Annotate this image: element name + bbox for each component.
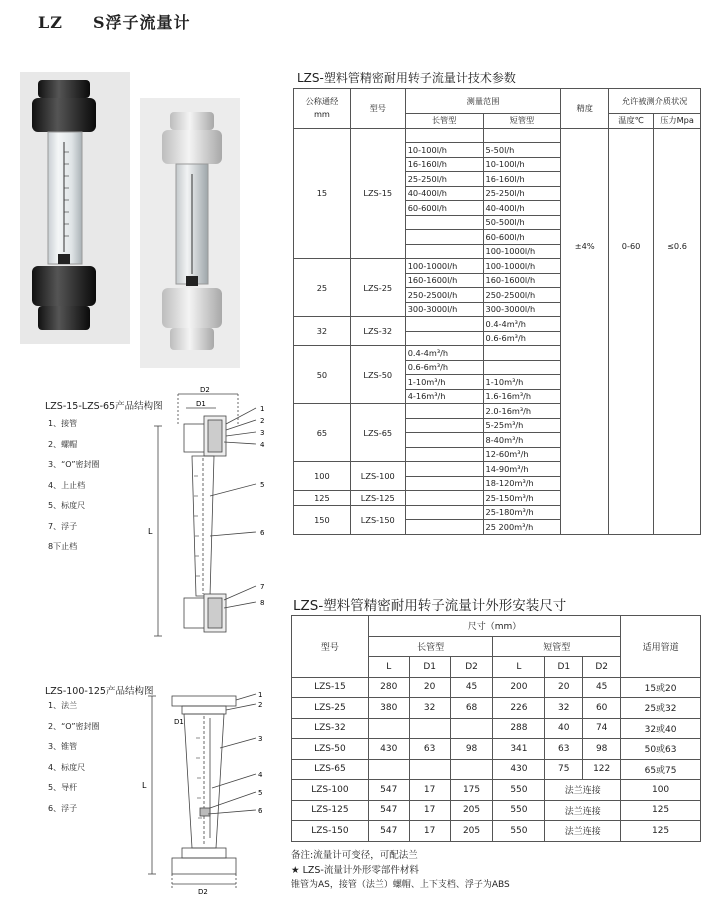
diagram2-legend [48, 696, 100, 819]
dim-header-short: 短管型 [493, 636, 621, 657]
cell-short-d2: 122 [583, 759, 621, 780]
dim-row [292, 800, 701, 821]
cell-pipe: 50或63 [621, 739, 701, 760]
cell-long-d1 [409, 718, 450, 739]
product-photo-black [20, 72, 130, 344]
cell-long-d2: 205 [450, 821, 493, 842]
cell-dn: 25 [294, 259, 351, 317]
cell-short-d2: 98 [583, 739, 621, 760]
cell-short-range: 2.0-16m³/h [483, 404, 561, 419]
cell-short-range: 5-25m³/h [483, 418, 561, 433]
cell-short-l: 550 [493, 780, 545, 801]
dim-header-l: L [368, 657, 409, 678]
header-diameter-unit: mm [313, 109, 330, 120]
header-precision: 精度 [561, 89, 609, 129]
dim-d1-label: D1 [196, 400, 206, 408]
cell-temp: 0-60 [609, 128, 654, 534]
cell-pipe: 100 [621, 780, 701, 801]
header-short: 短管型 [483, 114, 561, 129]
cell-short-l: 550 [493, 800, 545, 821]
cell-short-d1: 20 [545, 677, 583, 698]
cell-long-range [405, 244, 483, 259]
cell-short-range: 300-3000l/h [483, 302, 561, 317]
cell-long-range [405, 491, 483, 506]
cell-short-range: 100-1000l/h [483, 244, 561, 259]
legend-item: 5、导杆 [48, 783, 78, 792]
cell-dn: 15 [294, 128, 351, 259]
cell-model: LZS-50 [350, 346, 405, 404]
cell-long-d1 [409, 759, 450, 780]
legend-item: 3、“O”密封圈 [48, 460, 100, 469]
cell-long-range [405, 331, 483, 346]
spec-row [294, 128, 701, 143]
cell-model: LZS-65 [292, 759, 369, 780]
cell-short-l: 550 [493, 821, 545, 842]
diagram1-legend [48, 414, 100, 558]
cell-short-range: 8-40m³/h [483, 433, 561, 448]
dim-header-d2: D2 [583, 657, 621, 678]
spec-table [293, 88, 701, 535]
cell-short-range: 5-50l/h [483, 143, 561, 158]
callout: 6 [260, 529, 265, 537]
cell-long-l: 430 [368, 739, 409, 760]
dim-d1-label: D1 [174, 718, 184, 726]
diagram1-drawing [148, 386, 276, 670]
header-temp: 温度℃ [609, 114, 654, 129]
dim-header-d1: D1 [409, 657, 450, 678]
dim-header-size: 尺寸（mm） [368, 616, 620, 637]
cell-pipe: 25或32 [621, 698, 701, 719]
page-title-right: S浮子流量计 [92, 13, 191, 32]
cell-model: LZS-150 [292, 821, 369, 842]
cell-short-d2: 60 [583, 698, 621, 719]
cell-short-range [483, 360, 561, 375]
legend-item: 3、锥管 [48, 742, 78, 751]
callout: 3 [260, 429, 265, 437]
cell-long-d2 [450, 718, 493, 739]
legend-item: 1、接管 [48, 419, 78, 428]
dim-table [291, 615, 701, 842]
cell-dn: 65 [294, 404, 351, 462]
cell-pipe: 65或75 [621, 759, 701, 780]
cell-long-d2 [450, 759, 493, 780]
cell-long-d1: 17 [409, 780, 450, 801]
cell-precision: ±4% [561, 128, 609, 534]
legend-item: 5、标度尺 [48, 501, 86, 510]
cell-short-range: 60-600l/h [483, 230, 561, 245]
cell-short-range: 25-250l/h [483, 186, 561, 201]
cell-short-d1: 75 [545, 759, 583, 780]
star-icon: ★ [291, 865, 300, 876]
cell-short-range: 18-120m³/h [483, 476, 561, 491]
cell-short-d1: 法兰连接 [545, 821, 621, 842]
cell-long-range [405, 317, 483, 332]
legend-item: 1、法兰 [48, 701, 78, 710]
dim-header-long: 长管型 [368, 636, 493, 657]
cell-short-range: 0.6-6m³/h [483, 331, 561, 346]
dim-table-body [292, 677, 701, 841]
cell-long-d1: 32 [409, 698, 450, 719]
product-photo-white [140, 98, 240, 368]
cell-short-range [483, 128, 561, 143]
cell-long-range: 300-3000l/h [405, 302, 483, 317]
spec-header-row [294, 89, 701, 114]
legend-item: 6、浮子 [48, 803, 78, 813]
cell-long-range: 250-2500l/h [405, 288, 483, 303]
cell-long-range [405, 404, 483, 419]
dim-row [292, 718, 701, 739]
cell-long-d2: 98 [450, 739, 493, 760]
callout: 4 [260, 441, 265, 449]
cell-long-range: 16-160l/h [405, 157, 483, 172]
cell-short-range: 0.4-4m³/h [483, 317, 561, 332]
cell-long-range [405, 462, 483, 477]
cell-long-range [405, 476, 483, 491]
cell-short-d1: 法兰连接 [545, 780, 621, 801]
cell-short-range: 1-10m³/h [483, 375, 561, 390]
header-medium: 允许被测介质状况 [609, 89, 701, 114]
cell-short-range: 16-160l/h [483, 172, 561, 187]
cell-dn: 100 [294, 462, 351, 491]
dim-row [292, 759, 701, 780]
cell-model: LZS-25 [292, 698, 369, 719]
cell-dn: 50 [294, 346, 351, 404]
callout: 2 [260, 417, 265, 425]
callout: 7 [260, 583, 265, 591]
note-line-1: 备注:流量计可变径，可配法兰 [291, 850, 418, 861]
cell-short-range: 50-500l/h [483, 215, 561, 230]
cell-long-range: 60-600l/h [405, 201, 483, 216]
cell-short-range: 40-400l/h [483, 201, 561, 216]
dim-row [292, 698, 701, 719]
dim-header-l: L [493, 657, 545, 678]
header-model: 型号 [350, 89, 405, 129]
spec-table-title: LZS-塑料管精密耐用转子流量计技术参数 [297, 71, 516, 85]
page-title-left: LZ [38, 13, 63, 32]
cell-long-l: 380 [368, 698, 409, 719]
cell-long-d2: 68 [450, 698, 493, 719]
legend-item: 8下止档 [48, 542, 78, 551]
cell-short-d2: 45 [583, 677, 621, 698]
cell-long-range [405, 215, 483, 230]
dim-l-label: L [142, 781, 147, 790]
cell-pipe: 32或40 [621, 718, 701, 739]
cell-model: LZS-15 [292, 677, 369, 698]
cell-short-range: 25-150m³/h [483, 491, 561, 506]
cell-long-l: 547 [368, 800, 409, 821]
cell-model: LZS-15 [350, 128, 405, 259]
callout: 1 [258, 691, 263, 699]
dim-row [292, 739, 701, 760]
cell-long-d2: 205 [450, 800, 493, 821]
diagram1-caption: LZS-15-LZS-65产品结构图 [45, 401, 163, 412]
cell-dn: 125 [294, 491, 351, 506]
header-pressure: 压力Mpa [654, 114, 701, 129]
header-diameter [294, 89, 351, 129]
cell-long-d1: 63 [409, 739, 450, 760]
cell-pipe: 125 [621, 821, 701, 842]
dim-d2-label: D2 [200, 386, 210, 394]
cell-long-range: 0.6-6m³/h [405, 360, 483, 375]
note-line-3: 锥管为AS，接管（法兰）螺帽、上下支档、浮子为ABS [291, 880, 510, 890]
dim-row [292, 780, 701, 801]
spec-table-body [294, 128, 701, 534]
cell-long-range: 160-1600l/h [405, 273, 483, 288]
header-long: 长管型 [405, 114, 483, 129]
page-title [38, 10, 191, 33]
cell-short-d1: 32 [545, 698, 583, 719]
legend-item: 2、“O”密封圈 [48, 721, 100, 731]
cell-long-range [405, 128, 483, 143]
cell-long-l: 547 [368, 821, 409, 842]
cell-short-range: 160-1600l/h [483, 273, 561, 288]
header-diameter-label: 公称通经 [305, 96, 339, 107]
cell-long-d2: 175 [450, 780, 493, 801]
cell-short-d1: 63 [545, 739, 583, 760]
cell-pressure: ≤0.6 [654, 128, 701, 534]
cell-long-range: 1-10m³/h [405, 375, 483, 390]
dim-row [292, 677, 701, 698]
cell-long-l: 280 [368, 677, 409, 698]
cell-short-range: 14-90m³/h [483, 462, 561, 477]
legend-item: 4、上止档 [48, 480, 86, 490]
callout: 2 [258, 701, 263, 709]
cell-long-d1: 17 [409, 800, 450, 821]
cell-model: LZS-25 [350, 259, 405, 317]
header-range: 测量范围 [405, 89, 561, 114]
cell-long-d2: 45 [450, 677, 493, 698]
dim-header-d2: D2 [450, 657, 493, 678]
cell-model: LZS-100 [292, 780, 369, 801]
cell-long-range [405, 520, 483, 535]
cell-short-l: 288 [493, 718, 545, 739]
cell-long-range: 25-250l/h [405, 172, 483, 187]
cell-long-range [405, 447, 483, 462]
cell-dn: 32 [294, 317, 351, 346]
cell-model: LZS-125 [292, 800, 369, 821]
callout: 5 [258, 789, 263, 797]
legend-item: 2、螺帽 [48, 439, 78, 449]
cell-long-d1: 20 [409, 677, 450, 698]
cell-long-range: 10-100l/h [405, 143, 483, 158]
cell-short-range: 10-100l/h [483, 157, 561, 172]
dim-row [292, 821, 701, 842]
cell-model: LZS-32 [350, 317, 405, 346]
cell-model: LZS-125 [350, 491, 405, 506]
callout: 1 [260, 405, 265, 413]
diagram2-caption: LZS-100-125产品结构图 [45, 686, 154, 697]
dim-header-d1: D1 [545, 657, 583, 678]
cell-model: LZS-32 [292, 718, 369, 739]
cell-short-range: 25-180m³/h [483, 505, 561, 520]
callout: 6 [258, 807, 263, 815]
callout: 8 [260, 599, 265, 607]
cell-short-l: 226 [493, 698, 545, 719]
cell-long-l [368, 759, 409, 780]
cell-pipe: 15或20 [621, 677, 701, 698]
cell-model: LZS-100 [350, 462, 405, 491]
cell-long-d1: 17 [409, 821, 450, 842]
cell-short-range [483, 346, 561, 361]
notes [291, 848, 510, 893]
callout: 5 [260, 481, 265, 489]
cell-short-range: 250-2500l/h [483, 288, 561, 303]
note-line-2-text: LZS-流量计外形零部件材料 [302, 865, 419, 876]
diagram2-drawing [140, 688, 270, 900]
cell-short-range: 100-1000l/h [483, 259, 561, 274]
cell-long-range [405, 433, 483, 448]
dim-d2-label: D2 [198, 888, 208, 896]
dim-header-pipe: 适用管道 [621, 616, 701, 678]
dim-header-model: 型号 [292, 616, 369, 678]
dim-table-title: LZS-塑料管精密耐用转子流量计外形安装尺寸 [293, 598, 567, 614]
cell-long-range [405, 418, 483, 433]
cell-long-l: 547 [368, 780, 409, 801]
legend-item: 4、标度尺 [48, 762, 86, 772]
cell-long-range [405, 230, 483, 245]
cell-short-l: 430 [493, 759, 545, 780]
legend-item: 7、浮子 [48, 521, 78, 531]
dim-l-label: L [148, 527, 153, 536]
cell-model: LZS-50 [292, 739, 369, 760]
cell-short-l: 200 [493, 677, 545, 698]
cell-short-d1: 法兰连接 [545, 800, 621, 821]
cell-short-range: 12-60m³/h [483, 447, 561, 462]
cell-long-range: 0.4-4m³/h [405, 346, 483, 361]
cell-long-l [368, 718, 409, 739]
cell-dn: 150 [294, 505, 351, 534]
cell-long-range: 40-400l/h [405, 186, 483, 201]
cell-long-range: 100-1000l/h [405, 259, 483, 274]
cell-short-range: 1.6-16m³/h [483, 389, 561, 404]
cell-long-range: 4-16m³/h [405, 389, 483, 404]
cell-short-d1: 40 [545, 718, 583, 739]
cell-pipe: 125 [621, 800, 701, 821]
cell-short-l: 341 [493, 739, 545, 760]
cell-long-range [405, 505, 483, 520]
cell-short-d2: 74 [583, 718, 621, 739]
callout: 4 [258, 771, 263, 779]
cell-model: LZS-150 [350, 505, 405, 534]
cell-short-range: 25 200m³/h [483, 520, 561, 535]
note-line-2 [291, 863, 510, 878]
callout: 3 [258, 735, 263, 743]
cell-model: LZS-65 [350, 404, 405, 462]
